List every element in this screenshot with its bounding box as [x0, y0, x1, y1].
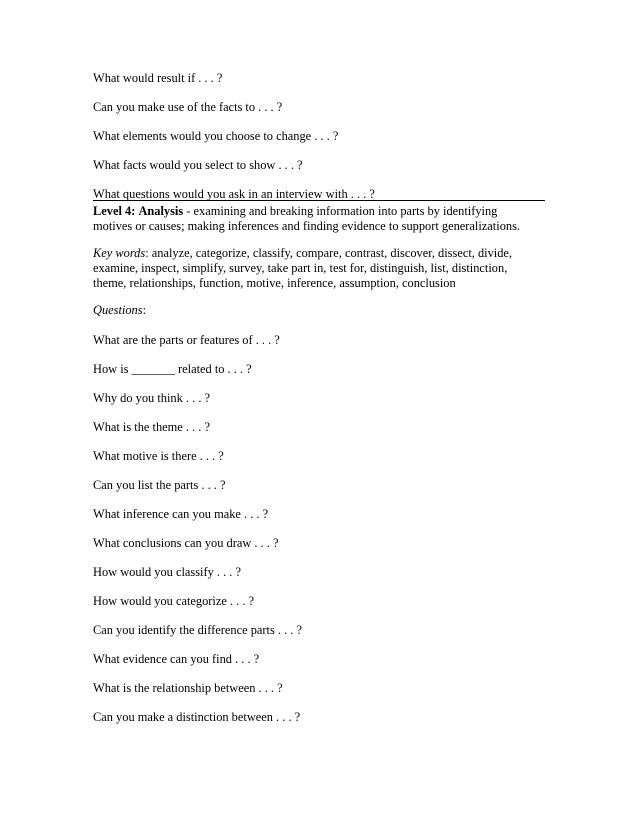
questions-colon: :	[142, 303, 147, 317]
question-line: How would you categorize . . . ?	[93, 594, 255, 608]
question-line: What would result if . . . ?	[93, 71, 223, 85]
key-words-line2: examine, inspect, simplify, survey, take part in, test for, distinguish, list, distinction,	[93, 261, 508, 275]
question-line: What elements would you choose to change . . . ?	[93, 129, 339, 143]
document-page	[93, 71, 545, 739]
question-line: What is the theme . . . ?	[93, 420, 210, 434]
level4-heading-name: Analysis	[138, 204, 184, 218]
question-line: What is the relationship between . . . ?	[93, 681, 283, 695]
key-words-line3: theme, relationships, function, motive, inference, assumption, conclusion	[93, 276, 456, 290]
analysis-question-list	[93, 333, 545, 725]
question-line: What inference can you make . . . ?	[93, 507, 269, 521]
question-line: Can you identify the difference parts . . . ?	[93, 623, 302, 637]
question-line: What are the parts or features of . . . ?	[93, 333, 280, 347]
question-line: How would you classify . . . ?	[93, 565, 241, 579]
level4-definition-line2: motives or causes; making inferences and finding evidence to support generalizations.	[93, 219, 520, 233]
question-line: What evidence can you find . . . ?	[93, 652, 260, 666]
question-line: What motive is there . . . ?	[93, 449, 224, 463]
question-line: How is _______ related to . . . ?	[93, 362, 252, 376]
level4-definition	[93, 204, 545, 234]
level4-definition-line1: - examining and breaking information into parts by identifying	[183, 204, 498, 218]
question-line: Can you list the parts . . . ?	[93, 478, 226, 492]
top-question-list	[93, 71, 545, 202]
level4-heading-label: Level 4:	[93, 204, 136, 218]
question-line: Can you make a distinction between . . . ?	[93, 710, 301, 724]
key-words-paragraph	[93, 246, 545, 291]
questions-label: Questions	[93, 303, 143, 317]
key-words-line1: : analyze, categorize, classify, compare, contrast, discover, dissect, divide,	[145, 246, 513, 260]
question-line: What conclusions can you draw . . . ?	[93, 536, 279, 550]
questions-heading	[93, 303, 545, 318]
key-words-label: Key words	[93, 246, 146, 260]
question-line: Why do you think . . . ?	[93, 391, 211, 405]
question-line: What facts would you select to show . . . ?	[93, 158, 303, 172]
question-line: Can you make use of the facts to . . . ?	[93, 100, 283, 114]
question-line: What questions would you ask in an interview with . . . ?	[93, 187, 375, 201]
